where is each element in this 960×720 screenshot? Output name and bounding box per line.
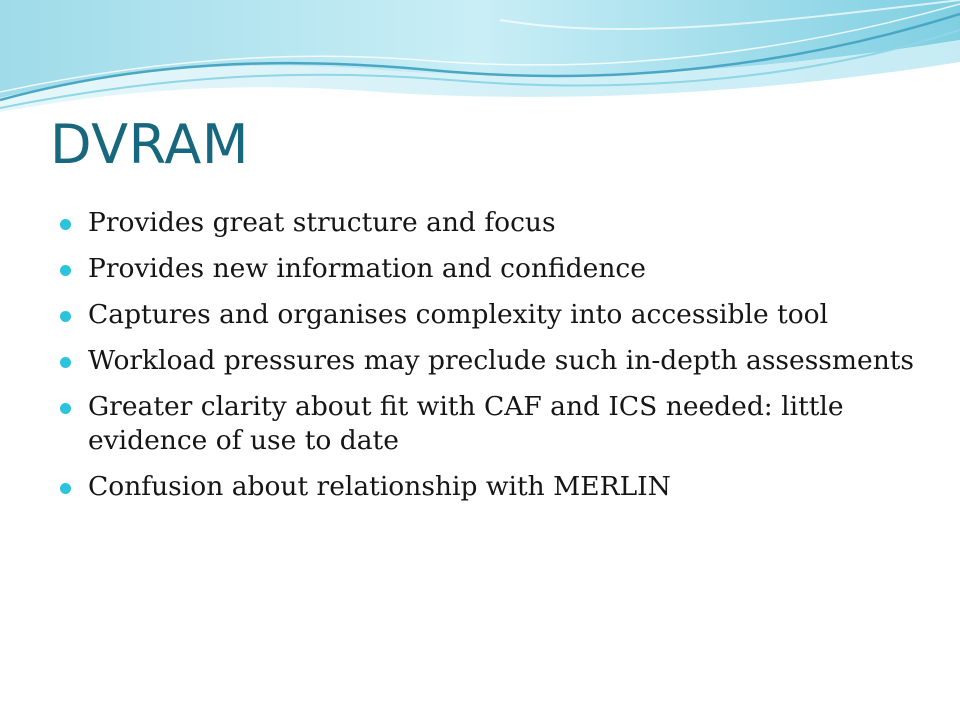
bullet-text: Provides new information and confidence xyxy=(88,253,646,284)
bullet-marker-icon xyxy=(60,219,71,230)
bullet-marker-icon xyxy=(60,311,71,322)
bullet-text: Captures and organises complexity into accessible tool xyxy=(88,299,829,330)
bullet-marker-icon xyxy=(60,265,71,276)
bullet-text: Provides great structure and focus xyxy=(88,207,556,238)
bullet-text: Greater clarity about fit with CAF and ICS needed: little evidence of use to date xyxy=(88,391,844,456)
bullet-item xyxy=(60,344,920,378)
bullet-item xyxy=(60,390,920,458)
bullet-item xyxy=(60,206,920,240)
bullet-marker-icon xyxy=(60,483,71,494)
bullet-marker-icon xyxy=(60,403,71,414)
bullet-text: Confusion about relationship with MERLIN xyxy=(88,471,671,502)
bullet-list xyxy=(60,206,920,516)
bullet-item xyxy=(60,252,920,286)
bullet-text: Workload pressures may preclude such in-depth assessments xyxy=(88,345,915,376)
bullet-marker-icon xyxy=(60,357,71,368)
bullet-item xyxy=(60,470,920,504)
bullet-item xyxy=(60,298,920,332)
decorative-wave-header xyxy=(0,0,960,130)
slide-title: DVRAM xyxy=(50,113,249,176)
